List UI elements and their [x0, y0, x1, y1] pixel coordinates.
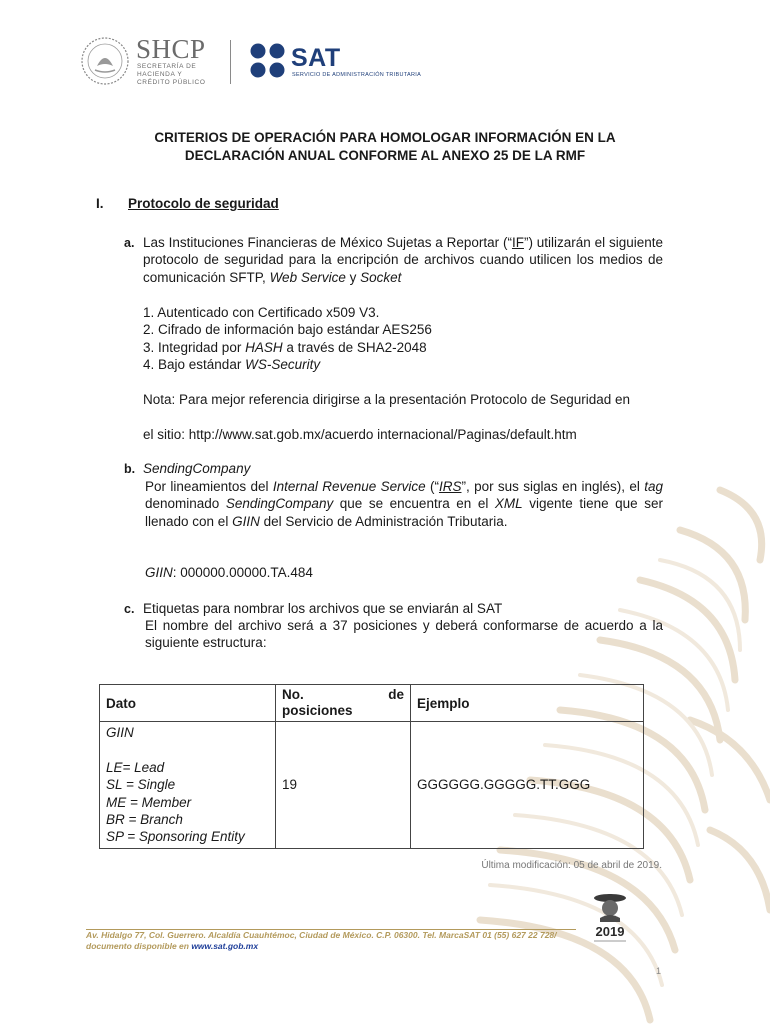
- list-item: 4. Bajo estándar WS-Security: [143, 357, 321, 373]
- cell-dato: GIIN LE= Lead SL = Single ME = Member BR = Branch SP = Sponsoring Entity: [100, 722, 276, 849]
- note-url: el sitio: http://www.sat.gob.mx/acuerdo internacional/Paginas/default.htm: [143, 427, 577, 442]
- cell-ejemplo: GGGGGG.GGGGG.TT.GGG: [411, 722, 644, 849]
- list-item: 2. Cifrado de información bajo estándar AES256: [143, 322, 432, 338]
- security-protocol-list: [143, 304, 663, 374]
- item-a-text: Las Instituciones Financieras de México Sujetas a Reportar (“: [143, 235, 512, 250]
- mexico-coat-of-arms-seal: [80, 36, 130, 86]
- item-a-marker: a.: [124, 236, 135, 250]
- file-structure-table: [99, 684, 644, 849]
- sat-website-link[interactable]: www.sat.gob.mx: [191, 941, 259, 951]
- list-item: 1. Autenticado con Certificado x509 V3.: [143, 305, 380, 320]
- shcp-subtitle: SECRETARÍA DE HACIENDA Y CRÉDITO PÚBLICO: [137, 63, 206, 86]
- footer-address: Av. Hidalgo 77, Col. Guerrero. Alcaldía Cuauhtémoc, Ciudad de México. C.P. 06300. Tel. MarcaSAT 01 (55) 627 22 728/ documento disponible en www.sat.gob.mx: [86, 930, 557, 951]
- section-number: I.: [96, 196, 104, 211]
- web-service-term: Web Service: [269, 269, 346, 285]
- sat-subtitle: SERVICIO DE ADMINISTRACIÓN TRIBUTARIA: [292, 72, 422, 78]
- section-title: Protocolo de seguridad: [128, 196, 279, 211]
- shcp-logo-text: SHCP: [136, 34, 206, 64]
- cell-posiciones: 19: [276, 722, 411, 849]
- header-divider: [230, 40, 231, 84]
- item-b-marker: b.: [124, 462, 136, 476]
- item-a-paragraph: [143, 234, 663, 286]
- giin-value: GIIN: 000000.00000.TA.484: [145, 565, 313, 580]
- note-paragraph: Nota: Para mejor referencia dirigirse a la presentación Protocolo de Seguridad en: [143, 392, 631, 407]
- header-posiciones: No. de posiciones: [276, 685, 411, 722]
- document-title-line-1: CRITERIOS DE OPERACIÓN PARA HOMOLOGAR INFORMACIÓN EN LA: [154, 130, 616, 145]
- table-header-row: [100, 685, 644, 722]
- item-c-heading: Etiquetas para nombrar los archivos que se enviarán al SAT: [143, 601, 503, 616]
- item-a-text: y: [345, 269, 361, 285]
- item-b-paragraph: Por lineamientos del Internal Revenue Service (“IRS”, por sus siglas en inglés), el tag denominado SendingCompany que se encuentra en el XML vigente tiene que ser llenado con el GIIN del Servicio de Administración Tributaria.: [145, 479, 664, 529]
- header-dato: Dato: [100, 685, 276, 722]
- if-abbreviation: IF: [511, 235, 524, 250]
- item-b-heading: SendingCompany: [143, 461, 251, 476]
- header-ejemplo: Ejemplo: [411, 685, 644, 722]
- item-c-paragraph: El nombre del archivo será a 37 posiciones y deberá conformarse de acuerdo a la siguiente estructura:: [145, 618, 663, 651]
- last-modified-note: Última modificación: 05 de abril de 2019.: [481, 860, 662, 871]
- zapata-2019-badge: [584, 888, 636, 946]
- document-title-line-2: DECLARACIÓN ANUAL CONFORME AL ANEXO 25 DE LA RMF: [184, 148, 586, 163]
- list-item: 3. Integridad por HASH a través de SHA2-2048: [143, 339, 427, 355]
- page-number: 1: [656, 966, 662, 976]
- item-c-marker: c.: [124, 602, 135, 616]
- socket-term: Socket: [360, 269, 402, 285]
- sat-logo-dots-icon: [250, 43, 286, 79]
- table-row: [100, 722, 644, 849]
- sat-logo-text: SAT: [291, 44, 341, 72]
- item-a-text: ”) utilizarán el siguiente protocolo de seguridad para la encripción de archivos cuando utilicen los medios de comunicación SFTP,: [143, 235, 663, 285]
- badge-year: 2019: [595, 924, 625, 939]
